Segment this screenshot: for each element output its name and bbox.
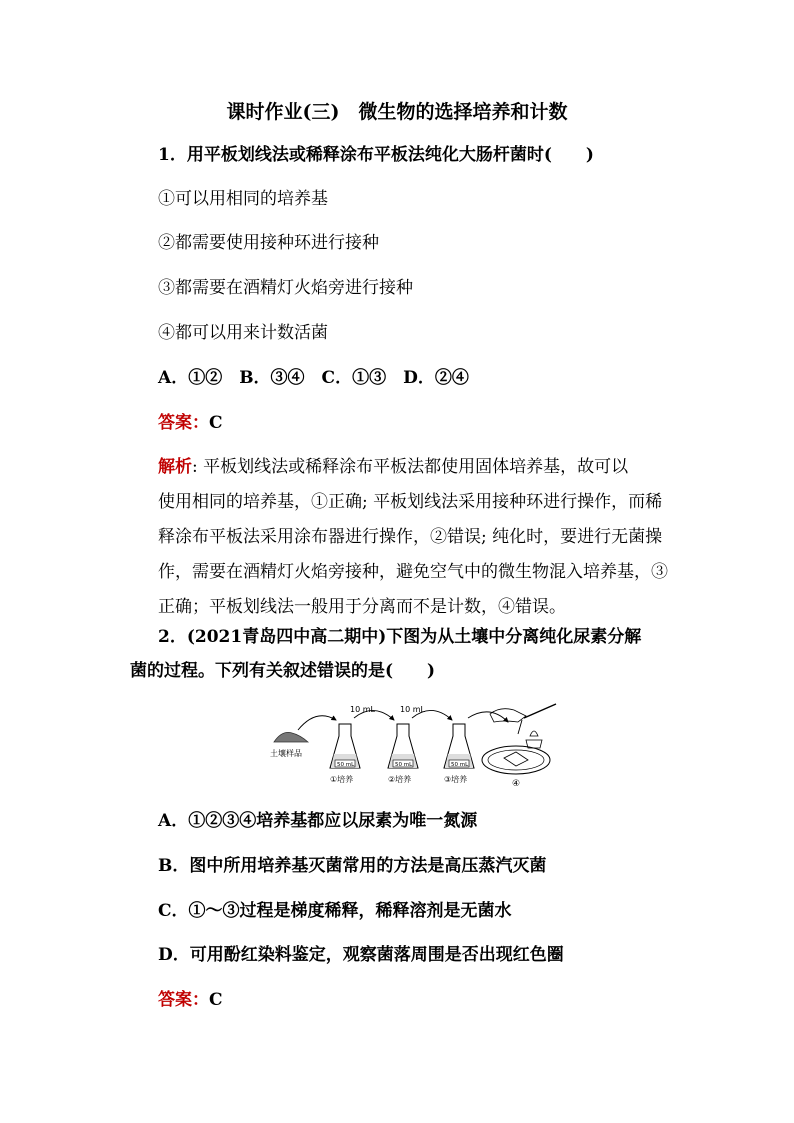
q2-option-b: B．图中所用培养基灭菌常用的方法是高压蒸汽灭菌 — [158, 856, 547, 876]
q1-analysis-line-5: 正确；平板划线法一般用于分离而不是计数，④错误。 — [158, 597, 566, 617]
petri-dish-spreading-icon — [482, 704, 556, 774]
q2-answer — [158, 988, 223, 1012]
q1-options: A．①② B．③④ C．①③ D．②④ — [158, 368, 469, 388]
q2-source: (2021青岛四中高二期中) — [186, 627, 387, 647]
flask-2-volume: 50 mL — [395, 762, 413, 768]
arrow-flask3-to-plate — [468, 712, 508, 722]
q1-item-2: ②都需要使用接种环进行接种 — [158, 233, 379, 253]
transfer-label-2: 10 mL — [400, 705, 425, 714]
q2-answer-label: 答案： — [158, 990, 209, 1010]
q1-answer-label: 答案： — [158, 413, 209, 433]
q2-answer-value: C — [209, 990, 223, 1010]
q1-answer — [158, 411, 223, 435]
soil-isolation-diagram — [268, 700, 560, 792]
step-3-label: ③培养 — [444, 775, 468, 784]
q1-analysis — [158, 450, 678, 625]
flask-1-volume: 50 mL — [337, 762, 355, 768]
q1-analysis-line-1: 解析: 平板划线法或稀释涂布平板法都使用固体培养基，故可以 — [158, 457, 629, 477]
step-4-label: ④ — [512, 779, 521, 789]
step-2-label: ②培养 — [388, 775, 412, 784]
q2-option-d: D．可用酚红染料鉴定，观察菌落周围是否出现红色圈 — [158, 945, 564, 965]
q1-analysis-line-4: 作，需要在酒精灯火焰旁接种，避免空气中的微生物混入培养基，③ — [158, 562, 668, 582]
q1-analysis-label: 解析 — [158, 457, 192, 477]
flask-3-volume: 50 mL — [451, 762, 469, 768]
q1-stem: 1．用平板划线法或稀释涂布平板法纯化大肠杆菌时( ) — [158, 145, 594, 165]
q1-analysis-line-2: 使用相同的培养基，①正确; 平板划线法采用接种环进行操作，而稀 — [158, 492, 663, 512]
q1-answer-value: C — [209, 413, 223, 433]
q1-item-1: ①可以用相同的培养基 — [158, 189, 328, 209]
page-title: 课时作业(三) 微生物的选择培养和计数 — [226, 101, 568, 123]
arrow-soil-to-flask1 — [298, 716, 336, 730]
q2-stem-line-2: 菌的过程。下列有关叙述错误的是( ) — [130, 661, 436, 681]
q1-item-3: ③都需要在酒精灯火焰旁进行接种 — [158, 278, 413, 298]
q2-option-a: A．①②③④培养基都应以尿素为唯一氮源 — [158, 811, 478, 831]
q1-item-4: ④都可以用来计数活菌 — [158, 323, 328, 343]
transfer-label-1: 10 mL — [350, 705, 375, 714]
step-1-label: ①培养 — [330, 775, 354, 784]
q1-analysis-line-3: 释涂布平板法采用涂布器进行操作，②错误; 纯化时，要进行无菌操 — [158, 527, 663, 547]
q2-stem-rest: 下图为从土壤中分离纯化尿素分解 — [386, 627, 642, 647]
q2-stem-line-1 — [158, 625, 641, 649]
soil-sample-icon — [274, 732, 308, 742]
soil-label: 土壤样品 — [270, 749, 302, 758]
q2-number: 2． — [158, 627, 187, 647]
q2-option-c: C．①～③过程是梯度稀释，稀释溶剂是无菌水 — [158, 901, 512, 921]
